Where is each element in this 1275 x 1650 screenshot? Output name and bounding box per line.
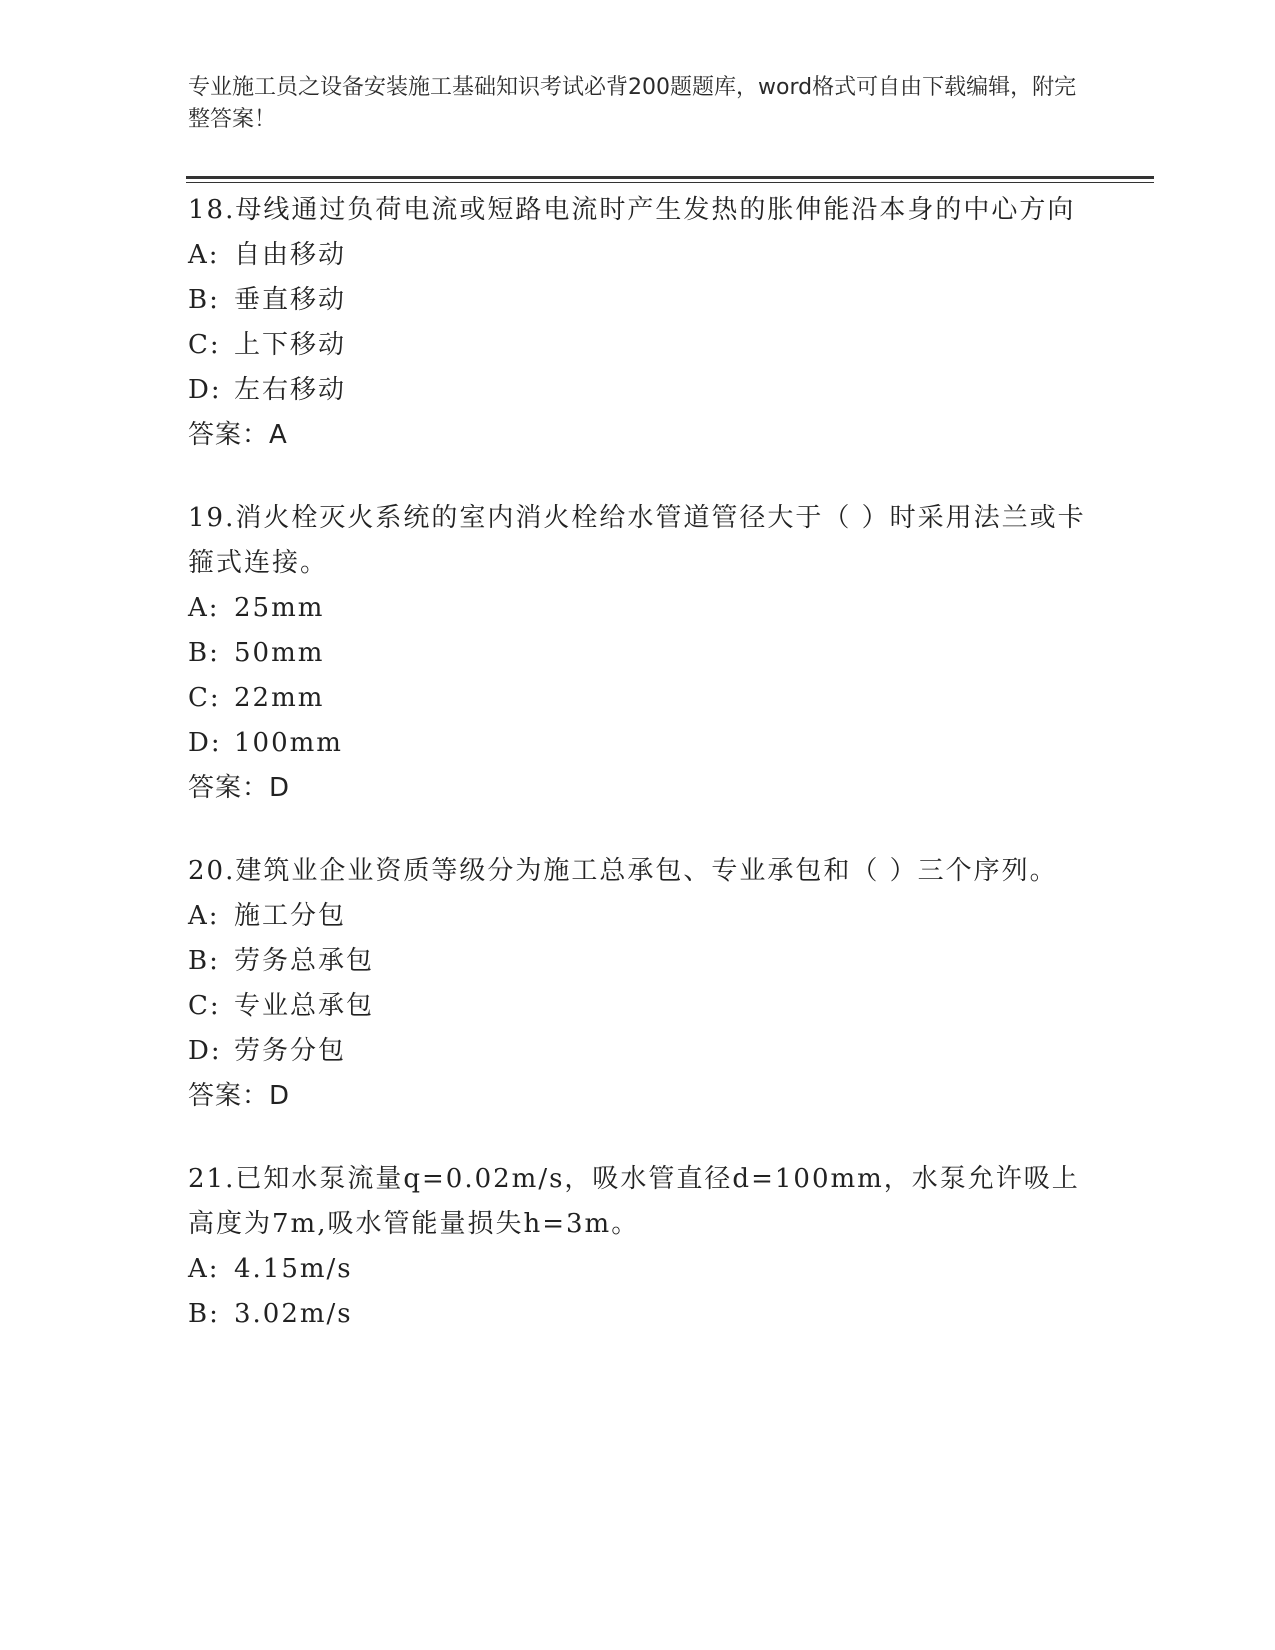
option-text: 左右移动: [234, 375, 347, 405]
option-text: 自由移动: [234, 240, 347, 270]
option-d: [188, 1029, 1088, 1074]
option-text: 上下移动: [234, 330, 347, 360]
option-a: [188, 586, 1088, 631]
option-text: 3.02m/s: [234, 1299, 353, 1329]
question-stem: 19.消火栓灭火系统的室内消火栓给水管道管径大于（ ）时采用法兰或卡箍式连接。: [188, 503, 1086, 578]
header-divider-thick: [186, 176, 1154, 179]
option-key: B:: [188, 285, 220, 315]
question-stem: 18.母线通过负荷电流或短路电流时产生发热的胀伸能沿本身的中心方向: [188, 195, 1076, 225]
option-text: 专业总承包: [234, 991, 375, 1021]
option-d: [188, 721, 1088, 766]
option-a: [188, 1247, 1088, 1292]
option-b: [188, 631, 1088, 676]
option-key: D:: [188, 375, 222, 405]
option-text: 4.15m/s: [234, 1254, 353, 1284]
option-b: [188, 939, 1088, 984]
option-text: 22mm: [234, 683, 325, 713]
header-divider-thin: [186, 182, 1154, 183]
option-a: [188, 233, 1088, 278]
option-text: 50mm: [234, 638, 325, 668]
option-key: B:: [188, 946, 220, 976]
option-text: 垂直移动: [234, 285, 347, 315]
option-text: 25mm: [234, 593, 325, 623]
option-key: A:: [188, 901, 220, 931]
question-18: [188, 188, 1088, 458]
option-key: B:: [188, 1299, 220, 1329]
option-key: C:: [188, 991, 221, 1021]
option-text: 劳务总承包: [234, 946, 375, 976]
option-key: A:: [188, 1254, 220, 1284]
option-text: 劳务分包: [234, 1036, 347, 1066]
header-text: 专业施工员之设备安装施工基础知识考试必背200题题库，word格式可自由下载编辑，附完整答案！: [188, 75, 1077, 132]
option-d: [188, 368, 1088, 413]
document-header: [188, 72, 1088, 136]
option-a: [188, 894, 1088, 939]
option-c: [188, 676, 1088, 721]
option-c: [188, 984, 1088, 1029]
answer-line: 答案：D: [188, 773, 291, 803]
option-b: [188, 1292, 1088, 1337]
option-b: [188, 278, 1088, 323]
option-key: D:: [188, 1036, 222, 1066]
option-key: D:: [188, 728, 222, 758]
option-text: 100mm: [234, 728, 343, 758]
option-key: C:: [188, 683, 221, 713]
option-key: C:: [188, 330, 221, 360]
question-19: [188, 496, 1088, 811]
option-key: A:: [188, 240, 220, 270]
question-20: [188, 849, 1088, 1119]
option-text: 施工分包: [234, 901, 347, 931]
option-key: B:: [188, 638, 220, 668]
option-c: [188, 323, 1088, 368]
question-list: [188, 188, 1088, 1375]
answer-line: 答案：D: [188, 1081, 291, 1111]
answer-line: 答案：A: [188, 420, 288, 450]
option-key: A:: [188, 593, 220, 623]
question-stem: 21.已知水泵流量q=0.02m/s，吸水管直径d=100mm，水泵允许吸上高度为7m,吸水管能量损失h=3m。: [188, 1164, 1080, 1239]
question-21: [188, 1157, 1088, 1337]
question-stem: 20.建筑业企业资质等级分为施工总承包、专业承包和（ ）三个序列。: [188, 856, 1058, 886]
